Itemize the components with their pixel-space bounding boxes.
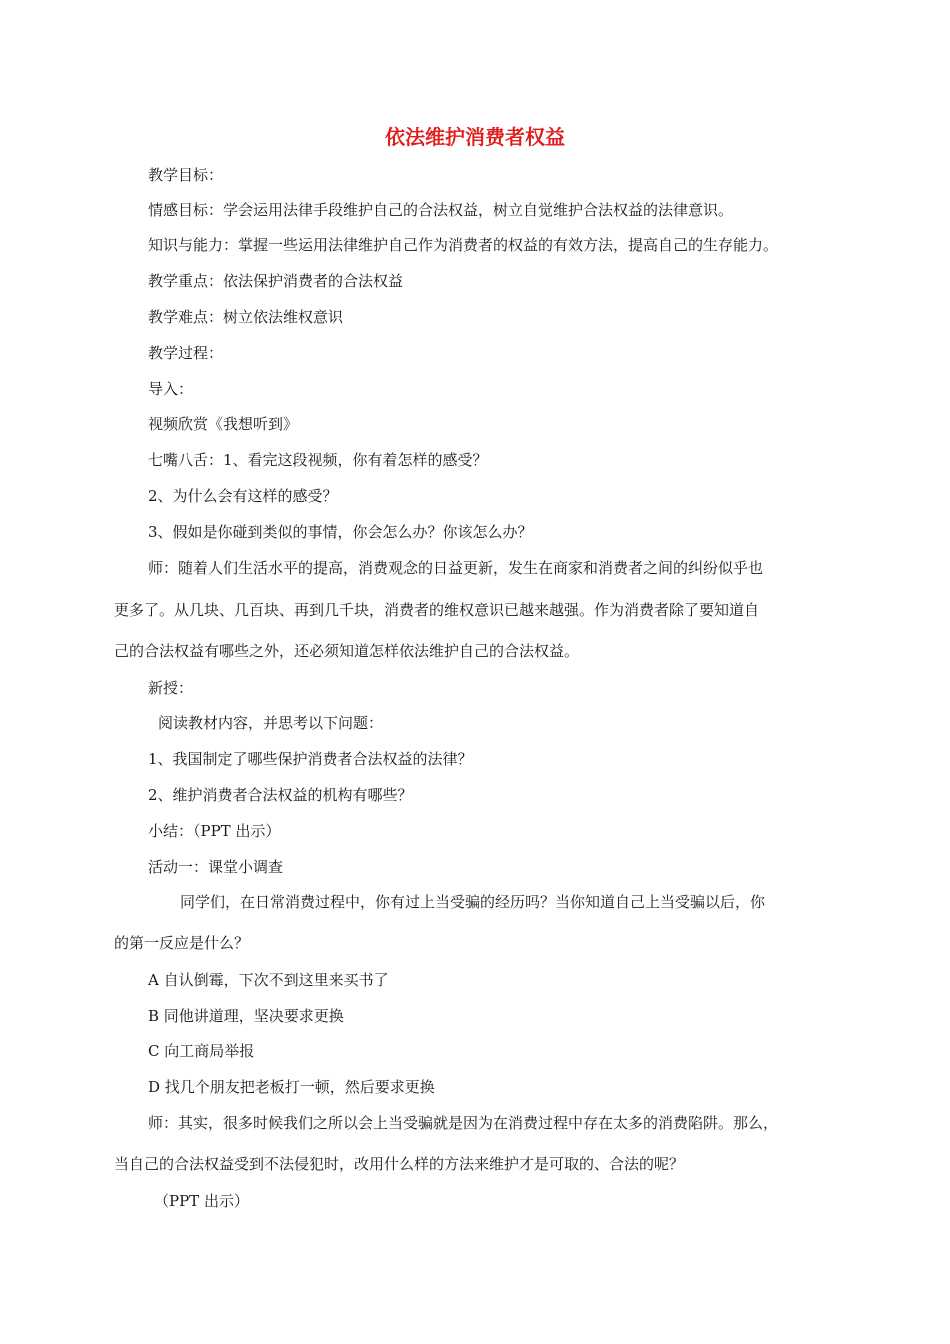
question-laws: 1、我国制定了哪些保护消费者合法权益的法律？ (148, 750, 473, 768)
discussion-question-1: 七嘴八舌：1、看完这段视频，你有着怎样的感受？ (148, 451, 488, 469)
teaching-goals-heading: 教学目标： (148, 166, 224, 184)
teacher-paragraph-2-line-2: 当自己的合法权益受到不法侵犯时，改用什么样的方法来维护才是可取的、合法的呢？ (114, 1155, 685, 1173)
option-b: B 同他讲道理，坚决要求更换 (148, 1007, 344, 1025)
new-lesson-heading: 新授： (148, 679, 194, 697)
activity-one-heading: 活动一：课堂小调查 (148, 858, 284, 876)
knowledge-ability-goal: 知识与能力：掌握一些运用法律维护自己作为消费者的权益的有效方法，提高自己的生存能力。 (148, 236, 779, 254)
teacher-paragraph-1-line-1: 师：随着人们生活水平的提高，消费观念的日益更新，发生在商家和消费者之间的纠纷似乎也 (148, 559, 764, 577)
discussion-question-3: 3、假如是你碰到类似的事情，你会怎么办？你该怎么办？ (148, 523, 533, 541)
introduction-heading: 导入： (148, 380, 194, 398)
option-c: C 向工商局举报 (148, 1042, 255, 1060)
summary-ppt: 小结：（PPT 出示） (148, 822, 281, 840)
survey-question-line-2: 的第一反应是什么？ (114, 934, 250, 952)
teacher-paragraph-1-line-3: 己的合法权益有哪些之外，还必须知道怎样依法维护自己的合法权益。 (114, 642, 580, 660)
reading-instruction: 阅读教材内容，并思考以下问题： (158, 714, 384, 732)
ppt-display-note: （PPT 出示） (154, 1192, 249, 1210)
video-appreciation: 视频欣赏《我想听到》 (148, 415, 299, 433)
discussion-question-2: 2、为什么会有这样的感受？ (148, 487, 338, 505)
question-institutions: 2、维护消费者合法权益的机构有哪些？ (148, 786, 413, 804)
survey-question-line-1: 同学们，在日常消费过程中，你有过上当受骗的经历吗？当你知道自己上当受骗以后，你 (180, 893, 766, 911)
teaching-key-point: 教学重点：依法保护消费者的合法权益 (148, 272, 404, 290)
option-a: A 自认倒霉，下次不到这里来买书了 (148, 971, 389, 989)
option-d: D 找几个朋友把老板打一顿，然后要求更换 (148, 1078, 435, 1096)
teacher-paragraph-2-line-1: 师：其实，很多时候我们之所以会上当受骗就是因为在消费过程中存在太多的消费陷阱。那么， (148, 1114, 779, 1132)
teaching-difficulty: 教学难点：树立依法维权意识 (148, 308, 344, 326)
document-title: 依法维护消费者权益 (385, 125, 565, 149)
teaching-process-heading: 教学过程： (148, 344, 224, 362)
emotional-goal: 情感目标：学会运用法律手段维护自己的合法权益，树立自觉维护合法权益的法律意识。 (148, 201, 734, 219)
teacher-paragraph-1-line-2: 更多了。从几块、几百块、再到几千块，消费者的维权意识已越来越强。作为消费者除了要知道自 (114, 601, 760, 619)
